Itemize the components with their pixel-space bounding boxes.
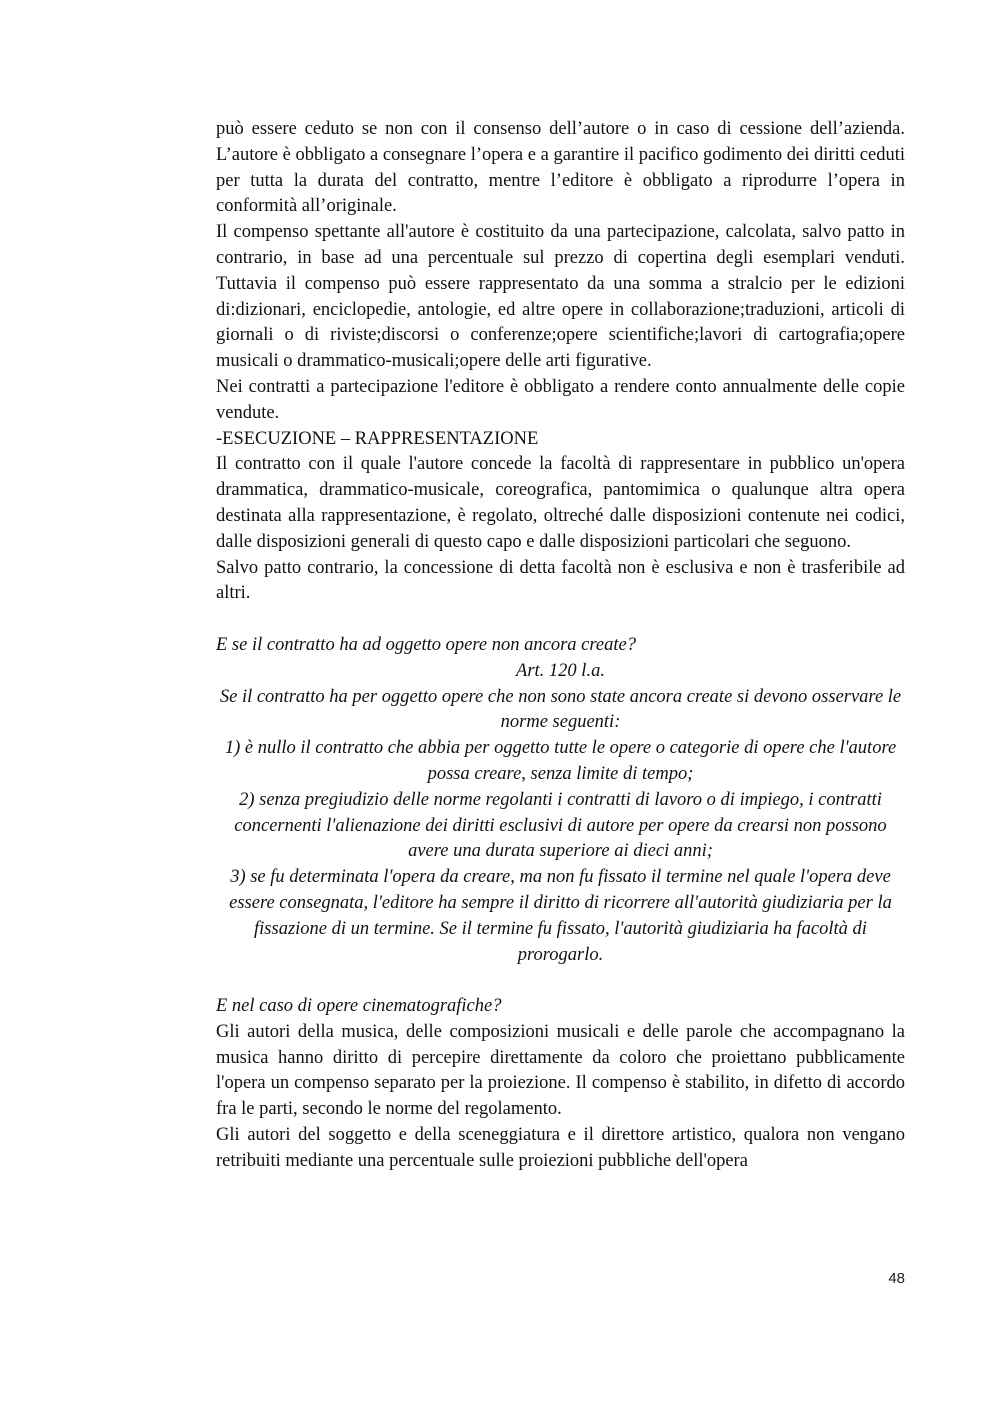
paragraph-5: Salvo patto contrario, la concessione di detta facoltà non è esclusiva e non è trasferibile ad altri. xyxy=(216,557,905,604)
paragraph-1: può essere ceduto se non con il consenso dell’autore o in caso di cessione dell’azienda. L’autore è obbligato a consegnare l’opera e a garantire il pacifico godimento dei diritti ceduti per tutta la durata del contratto, mentre l’editore è obbligato a riprodurre l’opera in conformità all’originale. xyxy=(216,119,905,217)
paragraph-2: Il compenso spettante all'autore è costituito da una partecipazione, calcolata, salvo patto in contrario, in base ad una percentuale sul prezzo di copertina degli esemplari venduti. Tuttavia il compenso può essere rappresentato da una somma a stralcio per le edizioni di:dizionari, enciclopedie, antologie, ed altre opere in collaborazione;traduzioni, articoli di giornali o di riviste;discorsi o conferenze;opere scientifiche;lavori di cartografia;opere musicali o drammatico-musicali;opere delle arti figurative. xyxy=(216,222,905,372)
article-item-1: 1) è nullo il contratto che abbia per oggetto tutte le opere o categorie di opere che l'autore possa creare, senza limite di tempo; xyxy=(224,738,897,784)
article-title: Art. 120 l.a. xyxy=(516,660,605,681)
question-1: E se il contratto ha ad oggetto opere non ancora create? xyxy=(216,634,636,655)
question-2: E nel caso di opere cinematografiche? xyxy=(216,996,502,1017)
spacer xyxy=(216,968,905,994)
spacer xyxy=(216,607,905,633)
page-number: 48 xyxy=(888,1270,905,1287)
article-item-2: 2) senza pregiudizio delle norme regolanti i contratti di lavoro o di impiego, i contratti concernenti l'alienazione dei diritti esclusivi di autore per opere da crearsi non possono avere una durata superiore ai dieci anni; xyxy=(234,789,887,862)
document-page xyxy=(216,117,905,1175)
paragraph-3: Nei contratti a partecipazione l'editore è obbligato a rendere conto annualmente delle copie vendute. xyxy=(216,376,905,423)
paragraph-7: Gli autori del soggetto e della sceneggiatura e il direttore artistico, qualora non vengano retribuiti mediante una percentuale sulle proiezioni pubbliche dell'opera xyxy=(216,1125,905,1171)
article-intro: Se il contratto ha per oggetto opere che non sono state ancora create si devono osservare le norme seguenti: xyxy=(219,686,902,733)
paragraph-4: Il contratto con il quale l'autore concede la facoltà di rappresentare in pubblico un'opera drammatica, drammatico-musicale, coreografica, pantomimica o qualunque altra opera destinata alla rappresentazione, è regolato, oltreché dalle disposizioni contenute nei codici, dalle disposizioni generali di questo capo e dalle disposizioni particolari che seguono. xyxy=(216,454,905,552)
article-item-3: 3) se fu determinata l'opera da creare, ma non fu fissato il termine nel quale l'opera deve essere consegnata, l'editore ha sempre il diritto di ricorrere all'autorità giudiziaria per la fissazione di un termine. Se il termine fu fissato, l'autorità giudiziaria ha facoltà di prorogarlo. xyxy=(229,867,892,965)
section-heading: -ESECUZIONE – RAPPRESENTAZIONE xyxy=(216,428,539,449)
paragraph-6: Gli autori della musica, delle composizioni musicali e delle parole che accompagnano la musica hanno diritto di percepire direttamente da coloro che proiettano pubblicamente l'opera un compenso separato per la proiezione. Il compenso è stabilito, in difetto di accordo fra le parti, secondo le norme del regolamento. xyxy=(216,1021,905,1120)
